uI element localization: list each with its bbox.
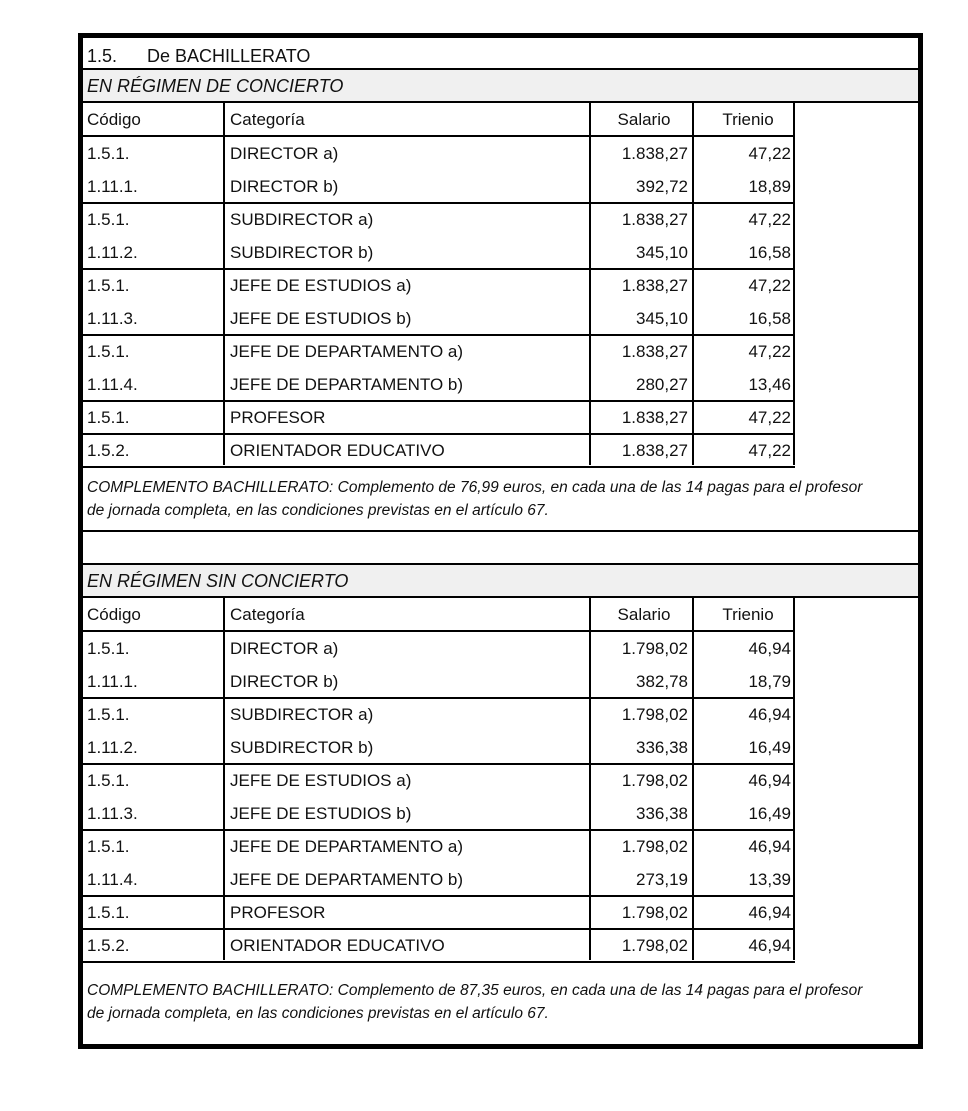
salary-table-concierto — [83, 103, 795, 465]
row-salary: 1.838,27 — [621, 408, 688, 427]
row-salary: 1.798,02 — [621, 837, 688, 856]
table-row — [83, 830, 795, 863]
row-triennium: 46,94 — [748, 705, 791, 724]
row-salary: 1.838,27 — [621, 210, 688, 229]
document-frame — [78, 33, 923, 1049]
row-code: 1.5.2. — [87, 441, 130, 460]
row-triennium: 47,22 — [748, 342, 791, 361]
header-category: Categoría — [230, 605, 305, 624]
header-triennium: Trienio — [722, 605, 774, 624]
row-triennium: 47,22 — [748, 408, 791, 427]
header-code: Código — [87, 110, 141, 129]
row-salary: 382,78 — [636, 672, 688, 691]
row-triennium: 16,49 — [748, 804, 791, 823]
salary-table-sin-concierto — [83, 598, 795, 960]
table-row — [83, 929, 795, 962]
heading-title: De BACHILLERATO — [147, 46, 311, 66]
row-salary: 345,10 — [636, 243, 688, 262]
row-code: 1.11.3. — [87, 804, 138, 823]
row-category: PROFESOR — [230, 408, 326, 427]
row-category: SUBDIRECTOR b) — [230, 243, 374, 262]
row-category: DIRECTOR b) — [230, 672, 339, 691]
row-code: 1.11.4. — [87, 375, 138, 394]
table-row — [83, 434, 795, 467]
row-triennium: 18,79 — [748, 672, 791, 691]
complement-note: COMPLEMENTO BACHILLERATO: Complemento de 87,35 euros, en cada una de las 14 pagas para el profesor de jornada completa, en las condiciones previstas en el artículo 67. — [87, 982, 863, 1022]
row-category: SUBDIRECTOR a) — [230, 210, 374, 229]
row-category: JEFE DE ESTUDIOS a) — [230, 771, 412, 790]
table-row — [83, 137, 795, 170]
row-code: 1.5.2. — [87, 936, 130, 955]
row-triennium: 46,94 — [748, 771, 791, 790]
row-code: 1.5.1. — [87, 771, 130, 790]
row-category: JEFE DE ESTUDIOS b) — [230, 309, 412, 328]
row-salary: 1.798,02 — [621, 771, 688, 790]
row-code: 1.11.2. — [87, 243, 138, 262]
row-code: 1.5.1. — [87, 144, 130, 163]
header-triennium: Trienio — [722, 110, 774, 129]
row-salary: 336,38 — [636, 738, 688, 757]
row-triennium: 46,94 — [748, 903, 791, 922]
row-divider — [83, 961, 795, 963]
table-row — [83, 632, 795, 665]
row-category: ORIENTADOR EDUCATIVO — [230, 441, 445, 460]
table-row — [83, 797, 795, 830]
row-code: 1.11.1. — [87, 177, 138, 196]
table-row — [83, 764, 795, 797]
row-category: DIRECTOR b) — [230, 177, 339, 196]
row-code: 1.5.1. — [87, 342, 130, 361]
row-category: JEFE DE DEPARTAMENTO a) — [230, 837, 464, 856]
row-code: 1.5.1. — [87, 408, 130, 427]
header-salary: Salario — [617, 605, 671, 624]
row-category: DIRECTOR a) — [230, 639, 339, 658]
row-triennium: 46,94 — [748, 837, 791, 856]
row-category: SUBDIRECTOR b) — [230, 738, 374, 757]
table-row — [83, 170, 795, 203]
table-row — [83, 896, 795, 929]
row-category: DIRECTOR a) — [230, 144, 339, 163]
row-code: 1.11.1. — [87, 672, 138, 691]
table-row — [83, 731, 795, 764]
table-header-row — [83, 598, 795, 631]
header-code: Código — [87, 605, 141, 624]
table-row — [83, 335, 795, 368]
row-salary: 1.838,27 — [621, 144, 688, 163]
section-title: EN RÉGIMEN SIN CONCIERTO — [87, 571, 349, 591]
row-code: 1.5.1. — [87, 837, 130, 856]
row-salary: 1.838,27 — [621, 441, 688, 460]
table-row — [83, 698, 795, 731]
row-triennium: 46,94 — [748, 639, 791, 658]
row-salary: 1.798,02 — [621, 936, 688, 955]
divider — [83, 530, 918, 532]
row-salary: 345,10 — [636, 309, 688, 328]
row-category: JEFE DE ESTUDIOS b) — [230, 804, 412, 823]
row-triennium: 47,22 — [748, 276, 791, 295]
table-row — [83, 302, 795, 335]
row-divider — [83, 466, 795, 468]
row-triennium: 47,22 — [748, 144, 791, 163]
table-row — [83, 269, 795, 302]
row-salary: 336,38 — [636, 804, 688, 823]
row-triennium: 16,49 — [748, 738, 791, 757]
row-category: JEFE DE DEPARTAMENTO b) — [230, 870, 464, 889]
heading-number: 1.5. — [87, 46, 118, 66]
row-salary: 280,27 — [636, 375, 688, 394]
complement-note: COMPLEMENTO BACHILLERATO: Complemento de 76,99 euros, en cada una de las 14 pagas para el profesor de jornada completa, en las condiciones previstas en el artículo 67. — [87, 479, 863, 519]
table-header-row — [83, 103, 795, 136]
row-code: 1.11.2. — [87, 738, 138, 757]
row-salary: 1.798,02 — [621, 639, 688, 658]
row-category: JEFE DE ESTUDIOS a) — [230, 276, 412, 295]
row-code: 1.5.1. — [87, 903, 130, 922]
row-code: 1.5.1. — [87, 705, 130, 724]
header-salary: Salario — [617, 110, 671, 129]
row-salary: 273,19 — [636, 870, 688, 889]
row-triennium: 13,39 — [748, 870, 791, 889]
row-triennium: 13,46 — [748, 375, 791, 394]
table-row — [83, 401, 795, 434]
row-salary: 1.838,27 — [621, 342, 688, 361]
row-salary: 1.798,02 — [621, 903, 688, 922]
row-triennium: 16,58 — [748, 243, 791, 262]
table-row — [83, 203, 795, 236]
row-triennium: 47,22 — [748, 441, 791, 460]
section-title-band — [83, 70, 918, 103]
row-category: JEFE DE DEPARTAMENTO a) — [230, 342, 464, 361]
row-category: JEFE DE DEPARTAMENTO b) — [230, 375, 464, 394]
row-salary: 392,72 — [636, 177, 688, 196]
row-code: 1.5.1. — [87, 210, 130, 229]
table-row — [83, 863, 795, 896]
row-code: 1.11.4. — [87, 870, 138, 889]
table-row — [83, 236, 795, 269]
row-category: SUBDIRECTOR a) — [230, 705, 374, 724]
row-salary: 1.798,02 — [621, 705, 688, 724]
row-code: 1.5.1. — [87, 276, 130, 295]
row-triennium: 46,94 — [748, 936, 791, 955]
table-row — [83, 368, 795, 401]
row-triennium: 18,89 — [748, 177, 791, 196]
section-title-band — [83, 565, 918, 598]
section-title: EN RÉGIMEN DE CONCIERTO — [87, 76, 344, 96]
row-triennium: 47,22 — [748, 210, 791, 229]
row-salary: 1.838,27 — [621, 276, 688, 295]
row-category: PROFESOR — [230, 903, 326, 922]
row-code: 1.5.1. — [87, 639, 130, 658]
table-row — [83, 665, 795, 698]
header-category: Categoría — [230, 110, 305, 129]
row-category: ORIENTADOR EDUCATIVO — [230, 936, 445, 955]
row-code: 1.11.3. — [87, 309, 138, 328]
row-triennium: 16,58 — [748, 309, 791, 328]
